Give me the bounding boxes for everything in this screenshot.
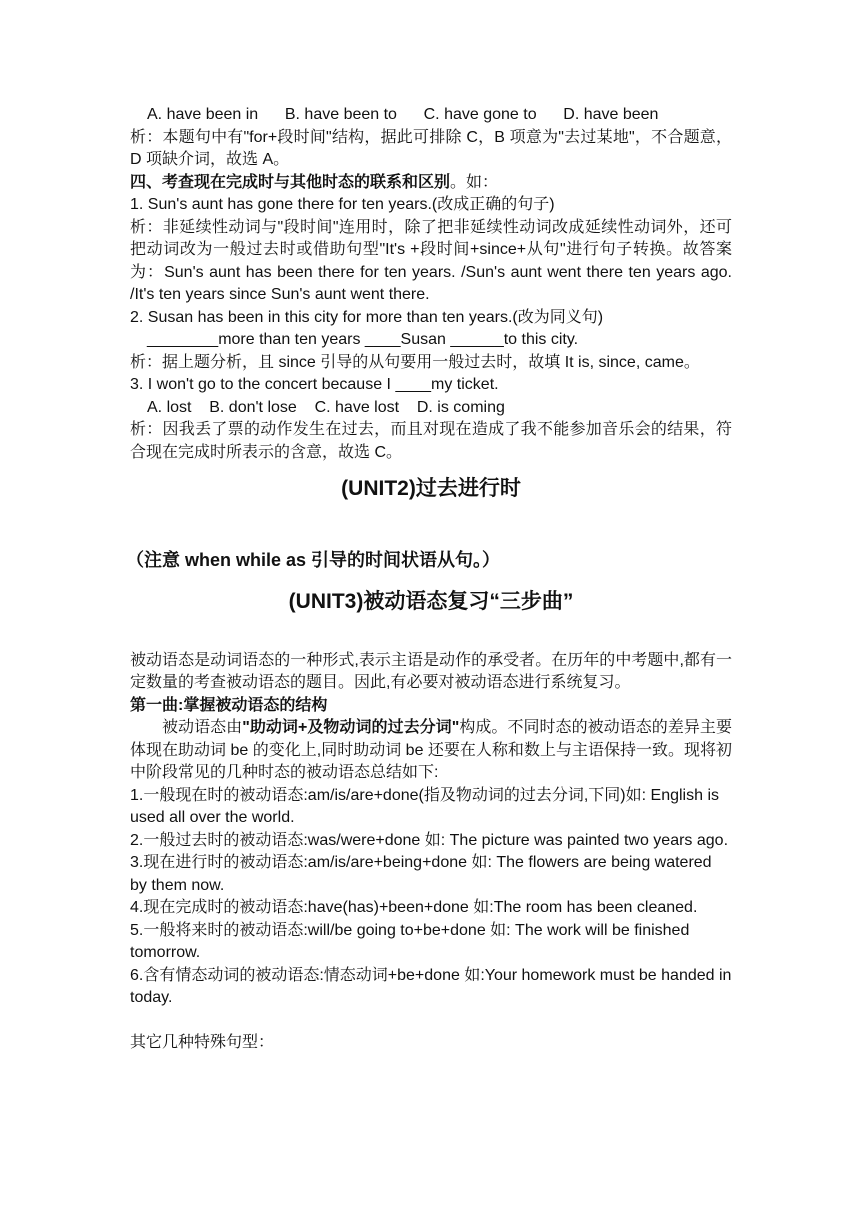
section-heading-bold: 四、考查现在完成时与其他时态的联系和区别: [130, 173, 451, 191]
unit2-note: （注意 when while as 引导的时间状语从句。）: [126, 549, 501, 570]
tense-item: 2.一般过去时的被动语态:was/were+done 如: The picture was painted two years ago.: [130, 831, 729, 849]
section-heading-tail: 。如：: [450, 173, 499, 191]
analysis-paragraph: 析：本题句中有"for+段时间"结构，据此可排除 C，B 项意为"去过某地"，不合题意，D 项缺介词，故选 A。: [130, 128, 732, 168]
question-3: 3. I won't go to the concert because I ____my ticket.: [130, 376, 499, 393]
answer-options-line: A. have been in B. have been to C. have gone to D. have been: [147, 106, 659, 123]
other-patterns-heading: 其它几种特殊句型：: [130, 1033, 275, 1051]
unit3-intro-paragraph: 被动语态是动词语态的一种形式,表示主语是动作的承受者。在历年的中考题中,都有一定数量的考查被动语态的题目。因此,有必要对被动语态进行系统复习。: [130, 651, 732, 691]
question-2: 2. Susan has been in this city for more than ten years.(改为同义句): [130, 308, 604, 326]
analysis-paragraph: 析：非延续性动词与"段时间"连用时，除了把非延续性动词改成延续性动词外，还可把动词改为一般过去时或借助句型"It's +段时间+since+从句"进行句子转换。故答案为：Sun's aunt has been there for ten years. /Sun's aunt went there ten years ago. /It's ten years since Sun's aunt went there.: [130, 218, 732, 303]
unit2-title: (UNIT2)过去进行时: [341, 477, 521, 500]
analysis-paragraph: 析：据上题分析，且 since 引导的从句要用一般过去时，故填 It is, since, came。: [130, 353, 700, 371]
section-heading: [130, 172, 732, 195]
tense-item: 4.现在完成时的被动语态:have(has)+been+done 如:The room has been cleaned.: [130, 899, 698, 916]
structure-formula: "助动词+及物动词的过去分词": [242, 719, 460, 736]
structure-pre: 被动语态由: [162, 719, 243, 736]
structure-paragraph: [130, 717, 732, 785]
tense-item: 1.一般现在时的被动语态:am/is/are+done(指及物动词的过去分词,下同)如: English is used all over the world.: [130, 786, 719, 826]
step1-heading: 第一曲:掌握被动语态的结构: [130, 696, 328, 714]
document-page: [126, 104, 732, 1054]
answer-options-line: A. lost B. don't lose C. have lost D. is coming: [147, 398, 505, 416]
tense-item: 3.现在进行时的被动语态:am/is/are+being+done 如: The flowers are being watered by them now.: [130, 854, 712, 894]
question-2-blanks: ________more than ten years ____Susan ______to this city.: [147, 331, 579, 348]
spacer: [130, 1010, 732, 1032]
analysis-paragraph: 析：因我丢了票的动作发生在过去，而且对现在造成了我不能参加音乐会的结果，符合现在完成时所表示的含意，故选 C。: [130, 421, 732, 461]
unit3-title: (UNIT3)被动语态复习“三步曲”: [288, 590, 574, 613]
tense-item: 5.一般将来时的被动语态:will/be going to+be+done 如: The work will be finished tomorrow.: [130, 921, 690, 961]
question-1: 1. Sun's aunt has gone there for ten years.(改成正确的句子): [130, 196, 555, 213]
tense-item: 6.含有情态动词的被动语态:情态动词+be+done 如:Your homework must be handed in today.: [130, 966, 732, 1006]
structure-post: 构成。不同时态的被动语态的差异主要体现在助动词 be 的变化上,同时助动词 be 还要在人称和数上与主语保持一致。现将初中阶段常见的几种时态的被动语态总结如下:: [130, 719, 732, 781]
